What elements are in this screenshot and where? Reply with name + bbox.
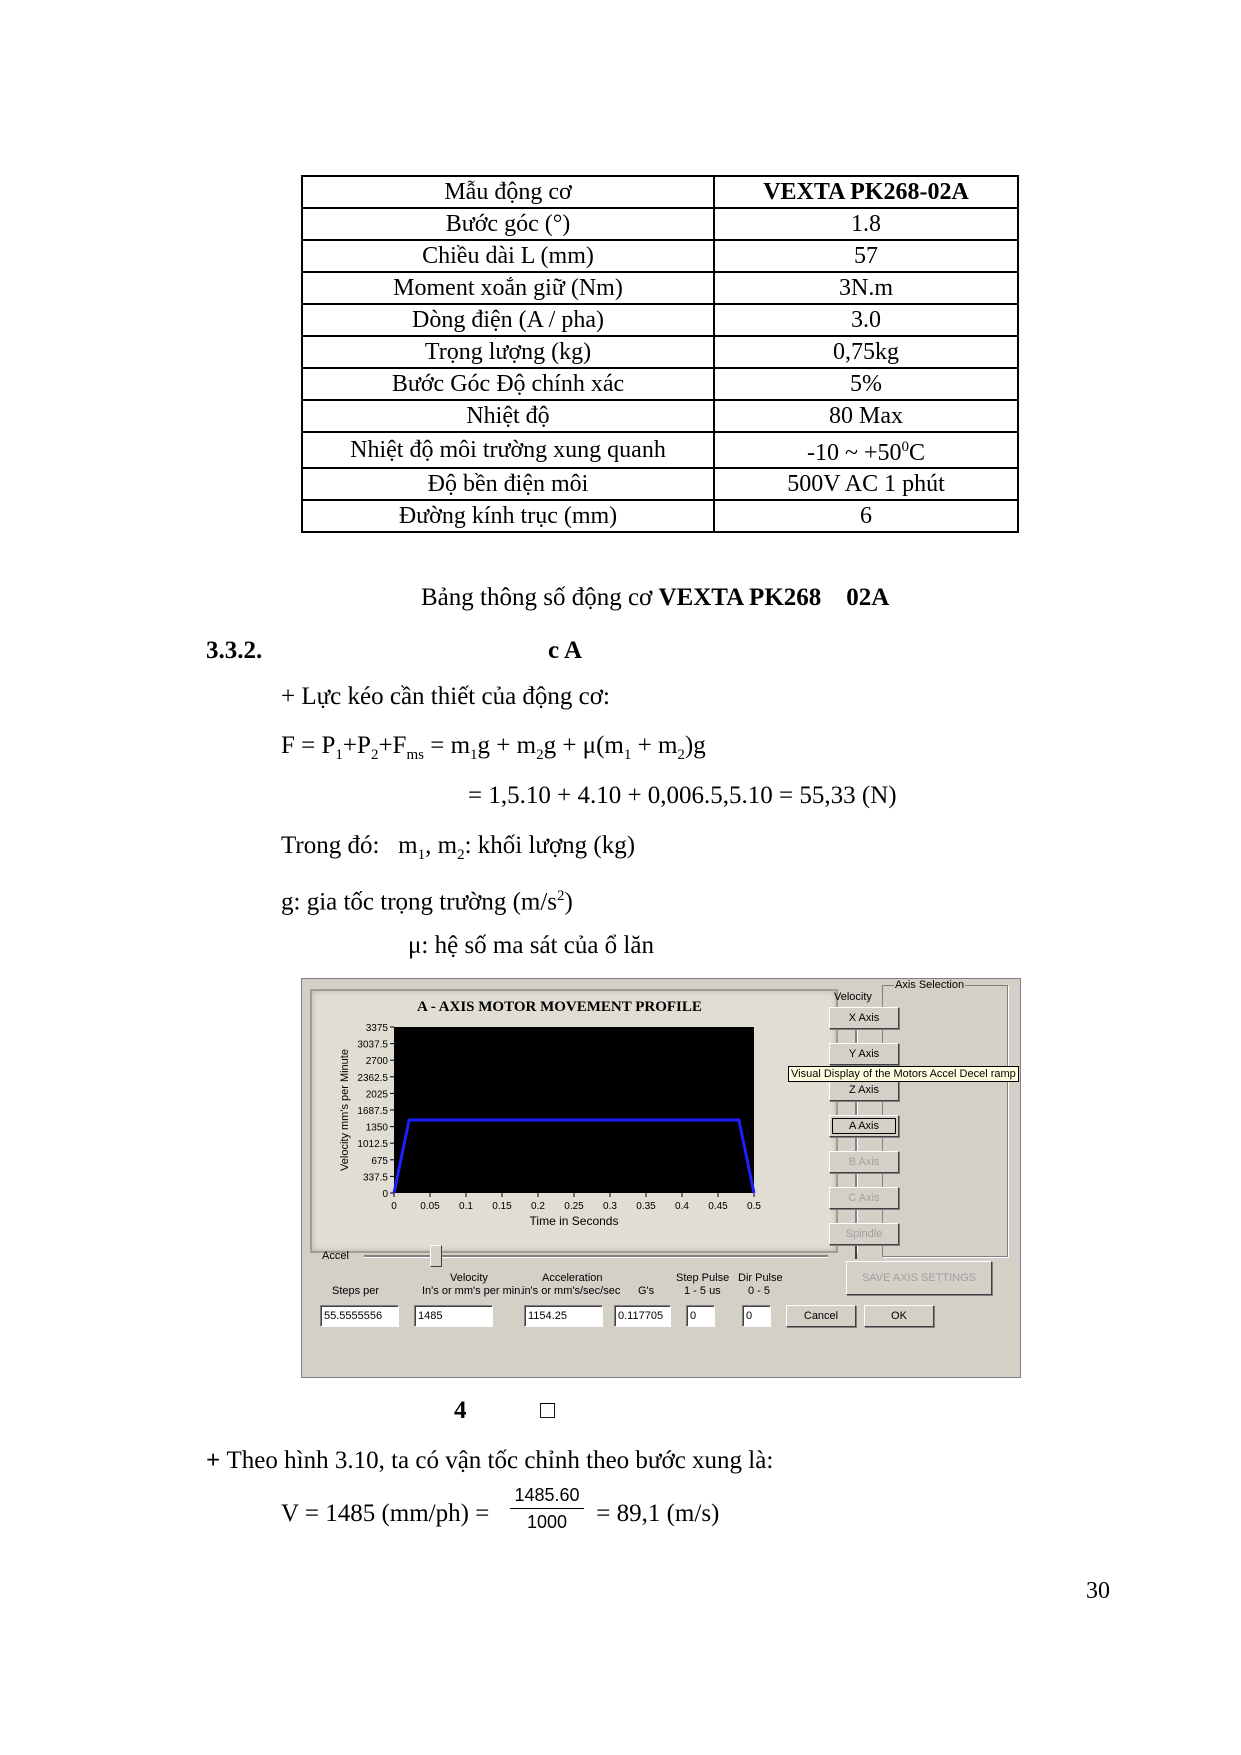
axis-button-y-axis[interactable]: Y Axis	[829, 1043, 899, 1065]
spec-param: Bước Góc Độ chính xác	[302, 368, 714, 400]
y-tick-label: 675	[371, 1155, 388, 1167]
acceleration-units-label: in's or mm's/sec/sec	[522, 1285, 621, 1297]
step-pulse-range-label: 1 - 5 us	[684, 1285, 721, 1297]
x-tick-label: 0.25	[564, 1201, 584, 1212]
figure-caption-glyph: □	[540, 1397, 556, 1424]
velocity-field-label: Velocity	[450, 1272, 488, 1284]
x-tick-label: 0	[391, 1201, 397, 1212]
spec-value: 3.0	[714, 304, 1018, 336]
spec-row	[302, 368, 1018, 400]
spec-param: Đường kính trục (mm)	[302, 500, 714, 532]
spec-table	[301, 175, 1019, 533]
accel-slider-handle[interactable]	[430, 1245, 442, 1267]
acceleration-label: Acceleration	[542, 1272, 603, 1284]
x-tick-label: 0.45	[708, 1201, 728, 1212]
spec-row	[302, 176, 1018, 208]
spec-param: Nhiệt độ	[302, 400, 714, 432]
spec-value: 80 Max	[714, 400, 1018, 432]
dir-pulse-range-label: 0 - 5	[748, 1285, 771, 1297]
text-where: Trong đó: $m_1$, $m_2$: khối lượng (kg)	[281, 832, 636, 863]
spec-value: VEXTA PK268-02A	[714, 176, 1018, 208]
section-number: 3.3.2.	[206, 637, 263, 664]
velocity-input[interactable]: 1485	[414, 1305, 493, 1327]
spec-value: 500V AC 1 phút	[714, 468, 1018, 500]
ok-button[interactable]: OK	[864, 1305, 934, 1327]
x-tick-label: 0.3	[603, 1201, 617, 1212]
spec-value: 0,75kg	[714, 336, 1018, 368]
spec-value: 3N.m	[714, 272, 1018, 304]
spec-value: 5%	[714, 368, 1018, 400]
x-tick-label: 0.35	[636, 1201, 656, 1212]
axis-button-c-axis[interactable]: C Axis	[829, 1187, 899, 1209]
figure-number: 4	[454, 1397, 467, 1424]
axis-button-z-axis[interactable]: Z Axis	[829, 1079, 899, 1101]
spec-value: 6	[714, 500, 1018, 532]
table-caption	[421, 583, 889, 613]
spec-row	[302, 432, 1018, 468]
y-tick-label: 337.5	[362, 1172, 388, 1184]
spec-param: Nhiệt độ môi trường xung quanh	[302, 432, 714, 468]
velocity-slider-label: Velocity	[834, 991, 872, 1003]
y-tick-label: 0	[382, 1189, 388, 1200]
axis-selection-group	[882, 985, 1008, 1257]
chart-title: A - AXIS MOTOR MOVEMENT PROFILE	[417, 999, 702, 1015]
x-tick-label: 0.5	[747, 1201, 761, 1212]
spec-row	[302, 240, 1018, 272]
spec-param: Trọng lượng (kg)	[302, 336, 714, 368]
dir-pulse-input[interactable]: 0	[742, 1305, 771, 1327]
y-tick-label: 1350	[365, 1122, 388, 1134]
step-pulse-input[interactable]: 0	[686, 1305, 715, 1327]
spec-param: Dòng điện (A / pha)	[302, 304, 714, 336]
tooltip: Visual Display of the Motors Accel Decel ramp	[788, 1066, 1019, 1082]
cancel-button[interactable]: Cancel	[786, 1305, 856, 1327]
spec-param: Bước góc (°)	[302, 208, 714, 240]
velocity-units-label: In's or mm's per min.	[422, 1285, 524, 1297]
acceleration-input[interactable]: 1154.25	[524, 1305, 603, 1327]
fraction-bar	[510, 1508, 584, 1509]
y-tick-label: 1012.5	[357, 1139, 388, 1151]
spec-row	[302, 208, 1018, 240]
x-tick-label: 0.1	[459, 1201, 473, 1212]
page-number: 30	[1086, 1578, 1110, 1604]
text-friction: μ: hệ số ma sát của ổ lăn	[408, 932, 654, 959]
steps-per-input[interactable]: 55.5555556	[320, 1305, 399, 1327]
y-tick-label: 2700	[365, 1056, 388, 1068]
axis-button-x-axis[interactable]: X Axis	[829, 1007, 899, 1029]
spec-row	[302, 400, 1018, 432]
gs-label: G's	[638, 1285, 655, 1297]
spec-row	[302, 272, 1018, 304]
table-caption-model: VEXTA PK268 02A	[658, 584, 890, 611]
x-tick-label: 0.15	[492, 1201, 512, 1212]
gs-input[interactable]: 0.117705	[614, 1305, 671, 1327]
spec-row	[302, 304, 1018, 336]
spec-value: 57	[714, 240, 1018, 272]
text-gravity: g: gia tốc trọng trường $(m/s^2)$	[281, 888, 573, 916]
text-velocity-by-pulse: + Theo hình 3.10, ta có vận tốc chỉnh theo bước xung là:	[206, 1447, 774, 1474]
plot-area	[394, 1027, 754, 1193]
y-tick-label: 2362.5	[357, 1072, 388, 1084]
formula-velocity-right: = 89,1 (m/s)	[590, 1500, 720, 1527]
steps-per-label: Steps per	[332, 1285, 380, 1297]
formula-force-result: = 1,5.10 + 4.10 + 0,006.5,5.10 = 55,33 (N)	[468, 782, 897, 809]
spec-row	[302, 468, 1018, 500]
spec-value: -10 ~ $+50^0C$	[714, 432, 1018, 468]
formula-velocity-left: V = 1485 (mm/ph) =	[281, 1500, 496, 1527]
chart-panel	[310, 989, 838, 1253]
velocity-profile-chart	[312, 991, 836, 1251]
formula-velocity-fraction	[506, 1484, 588, 1533]
axis-button-a-axis[interactable]: A Axis	[829, 1115, 899, 1137]
y-axis-label: Velocity mm's per Minute	[339, 1049, 351, 1171]
step-pulse-label: Step Pulse	[676, 1272, 730, 1284]
fraction-numerator: 1485.60	[514, 1485, 580, 1505]
y-tick-label: 1687.5	[357, 1106, 388, 1117]
velocity-slider-handle-stem	[855, 1243, 857, 1259]
axis-button-b-axis[interactable]: B Axis	[829, 1151, 899, 1173]
y-tick-label: 3375	[365, 1023, 388, 1034]
spec-param: Độ bền điện môi	[302, 468, 714, 500]
x-tick-label: 0.2	[531, 1201, 545, 1212]
accel-label: Accel	[322, 1250, 349, 1262]
mach3-motor-tuning-screenshot	[301, 978, 1021, 1378]
x-tick-label: 0.4	[675, 1201, 689, 1212]
save-axis-settings-button[interactable]: SAVE AXIS SETTINGS	[846, 1261, 992, 1295]
x-axis-label: Time in Seconds	[529, 1214, 619, 1228]
section-title: c A	[548, 637, 583, 664]
axis-button-spindle[interactable]: Spindle	[829, 1223, 899, 1245]
dir-pulse-label: Dir Pulse	[738, 1272, 783, 1284]
text-traction-force: + Lực kéo cần thiết của động cơ:	[281, 683, 610, 710]
x-tick-label: 0.05	[420, 1201, 440, 1212]
spec-row	[302, 336, 1018, 368]
spec-value: 1.8	[714, 208, 1018, 240]
spec-param: Mẫu động cơ	[302, 176, 714, 208]
spec-param: Chiều dài L (mm)	[302, 240, 714, 272]
spec-param: Moment xoắn giữ (Nm)	[302, 272, 714, 304]
spec-row	[302, 500, 1018, 532]
y-tick-label: 2025	[365, 1089, 388, 1101]
formula-force: $F = P_1+P_2+F_{ms} = m_1g + m_2g + \mu(m_1 + m_2)g$	[281, 732, 706, 763]
y-tick-label: 3037.5	[357, 1039, 388, 1051]
table-caption-prefix: Bảng thông số động cơ	[421, 584, 659, 611]
axis-selection-label: Axis Selection	[895, 979, 965, 991]
fraction-denominator: 1000	[526, 1512, 568, 1532]
